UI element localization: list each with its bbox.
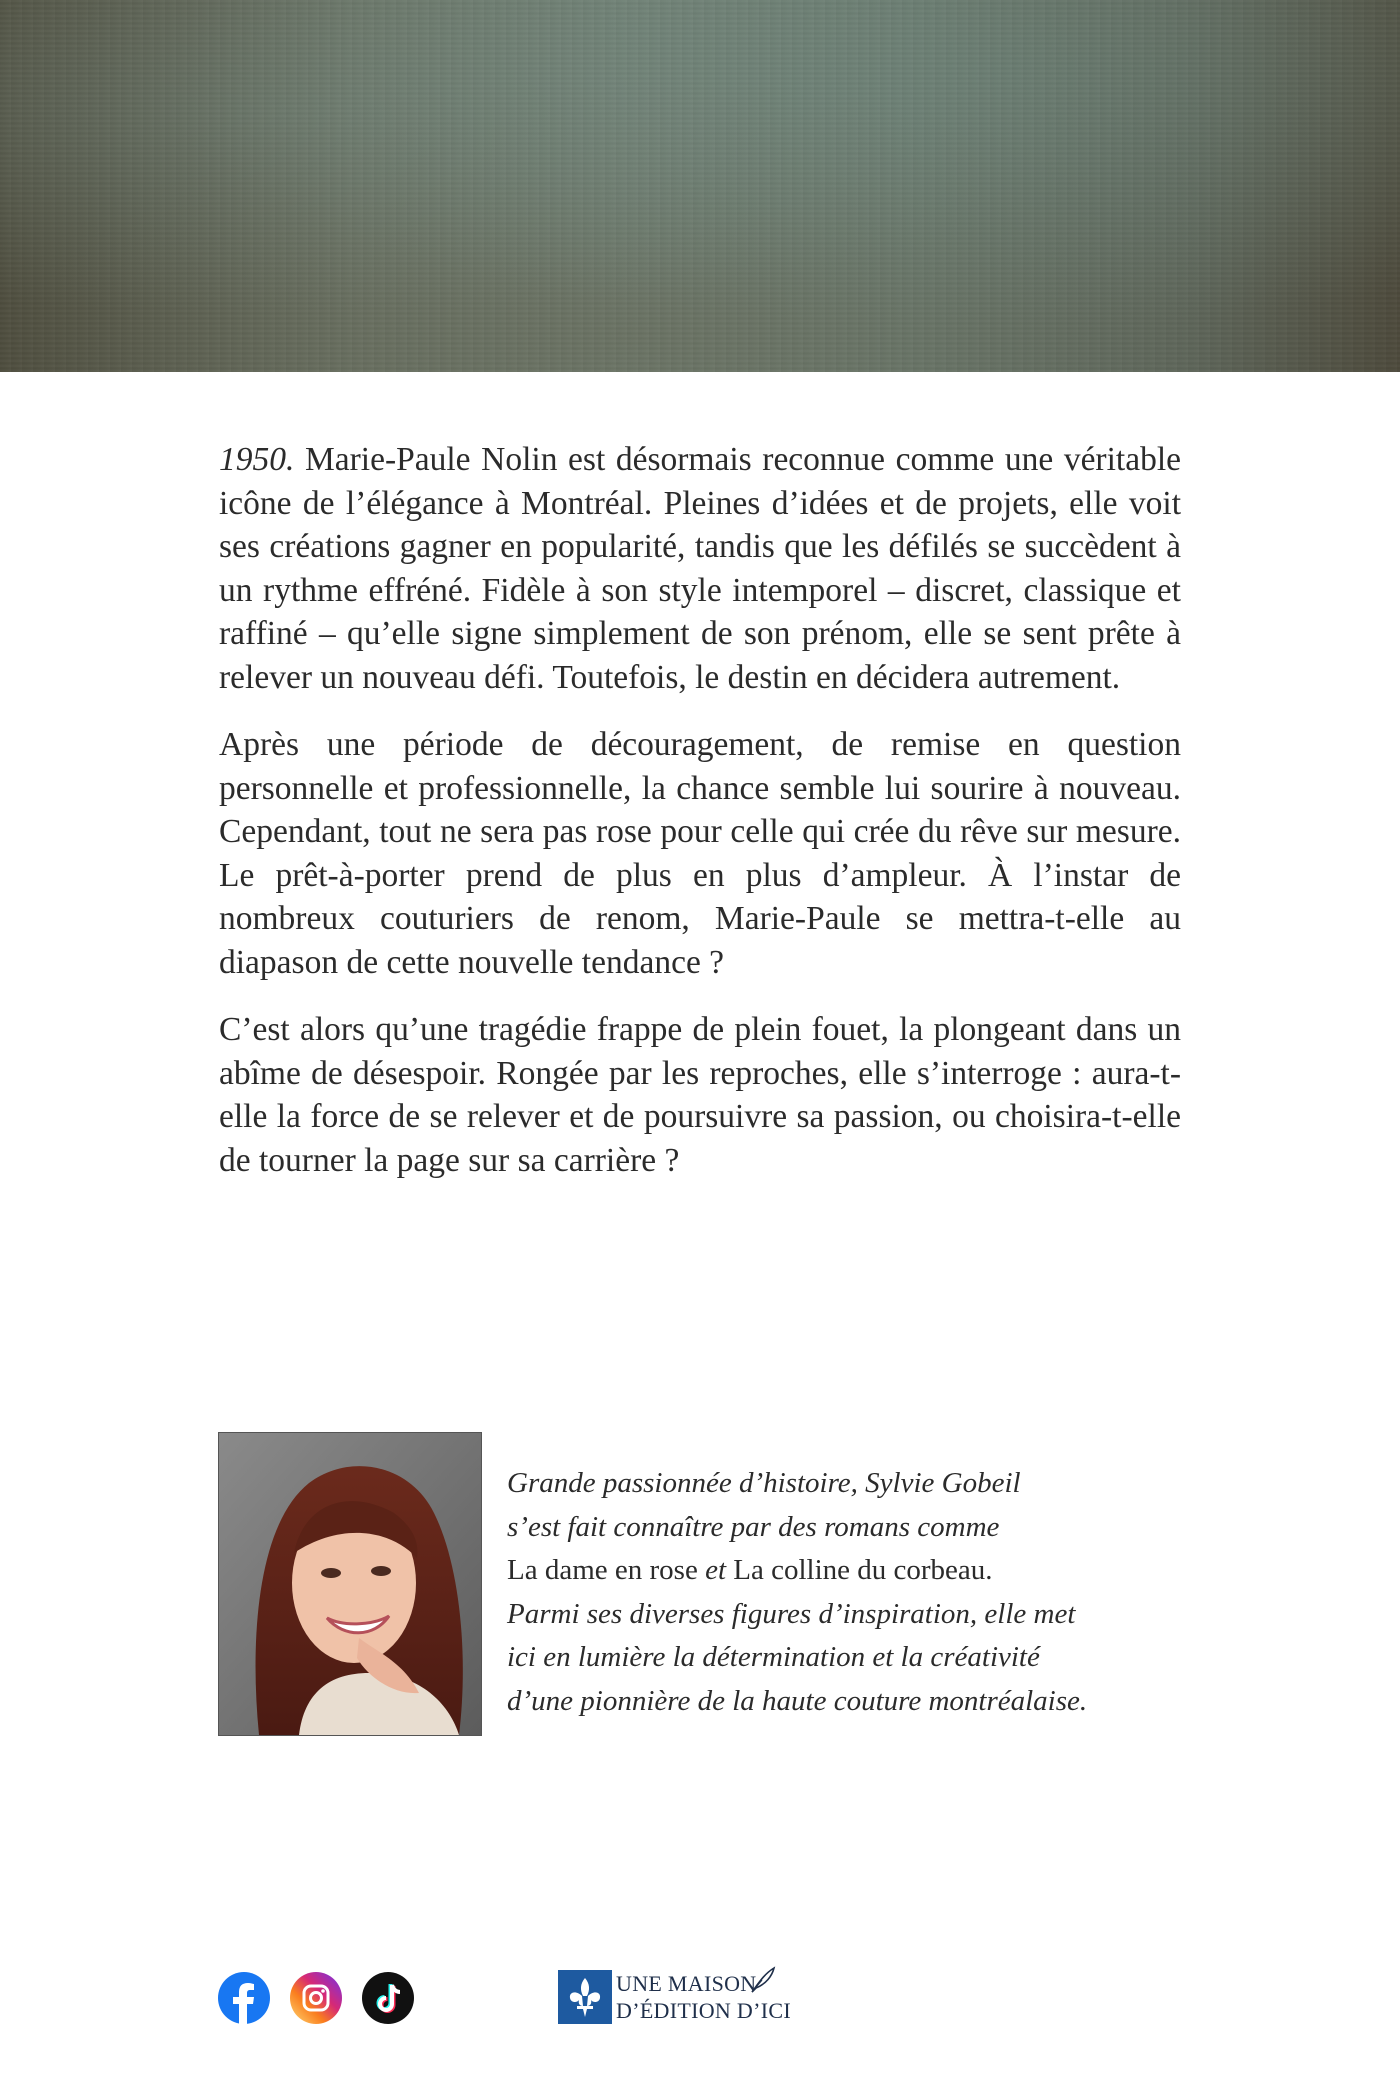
summary-paragraph-3: C’est alors qu’une tragédie frappe de plein fouet, la plongeant dans un abîme de désespoir. Rongée par les reproches, elle s’interroge : aura-t-elle la force de se relever et de poursuivre sa passion, ou choisira-t-elle de tourner la page sur sa carrière ? [219,1011,1181,1179]
summary-paragraph-1 [219,438,1181,699]
author-bio-line-5: ici en lumière la détermination et la créativité [507,1641,1040,1673]
cover-texture-band [0,0,1400,372]
publisher-line-2: D’ÉDITION D’ICI [616,1998,791,2023]
quill-icon [750,1966,776,1994]
tiktok-icon[interactable] [362,1972,414,2024]
publisher-line-1: UNE MAISON [616,1971,757,1996]
author-bio-line-3 [507,1549,1147,1593]
publisher-name [616,1970,816,2024]
instagram-icon[interactable] [290,1972,342,2024]
author-bio-line-1: Grande passionnée d’histoire, Sylvie Gobeil [507,1467,1021,1499]
publisher-logo [558,1970,818,2024]
author-bio-line-4: Parmi ses diverses figures d’inspiration, elle met [507,1597,1076,1630]
facebook-icon[interactable] [218,1972,270,2024]
back-cover-summary [219,438,1181,1206]
title-connector: et [697,1554,734,1586]
author-bio [507,1462,1147,1723]
author-portrait-image [219,1433,481,1735]
author-photo [218,1432,482,1736]
summary-year: 1950. [219,441,295,478]
book-title-2: La colline du corbeau. [733,1554,993,1586]
author-bio-line-6: d’une pionnière de la haute couture montréalaise. [507,1684,1088,1717]
summary-paragraph-2: Après une période de découragement, de remise en question personnelle et professionnelle, la chance semble lui sourire à nouveau. Cependant, tout ne sera pas rose pour celle qui crée du rêve sur mesure. Le prêt-à-porter prend de plus en plus d’ampleur. À l’instar de nombreux couturiers de renom, Marie-Paule se mettra-t-elle au diapason de cette nouvelle tendance ? [219,726,1181,981]
fleur-de-lis-icon [558,1970,612,2024]
author-bio-line-2: s’est fait connaître par des romans comme [507,1510,1000,1543]
summary-paragraph-1-text: Marie-Paule Nolin est désormais reconnue comme une véritable icône de l’élégance à Montréal. Pleines d’idées et de projets, elle voit ses créations gagner en popularité, tandis que les défilés se succèdent à un rythme effréné. Fidèle à son style intemporel – discret, classique et raffiné – qu’elle signe simplement de son prénom, elle se sent prête à relever un nouveau défi. Toutefois, le destin en décidera autrement. [219,441,1181,696]
book-title-1: La dame en rose [507,1554,698,1586]
